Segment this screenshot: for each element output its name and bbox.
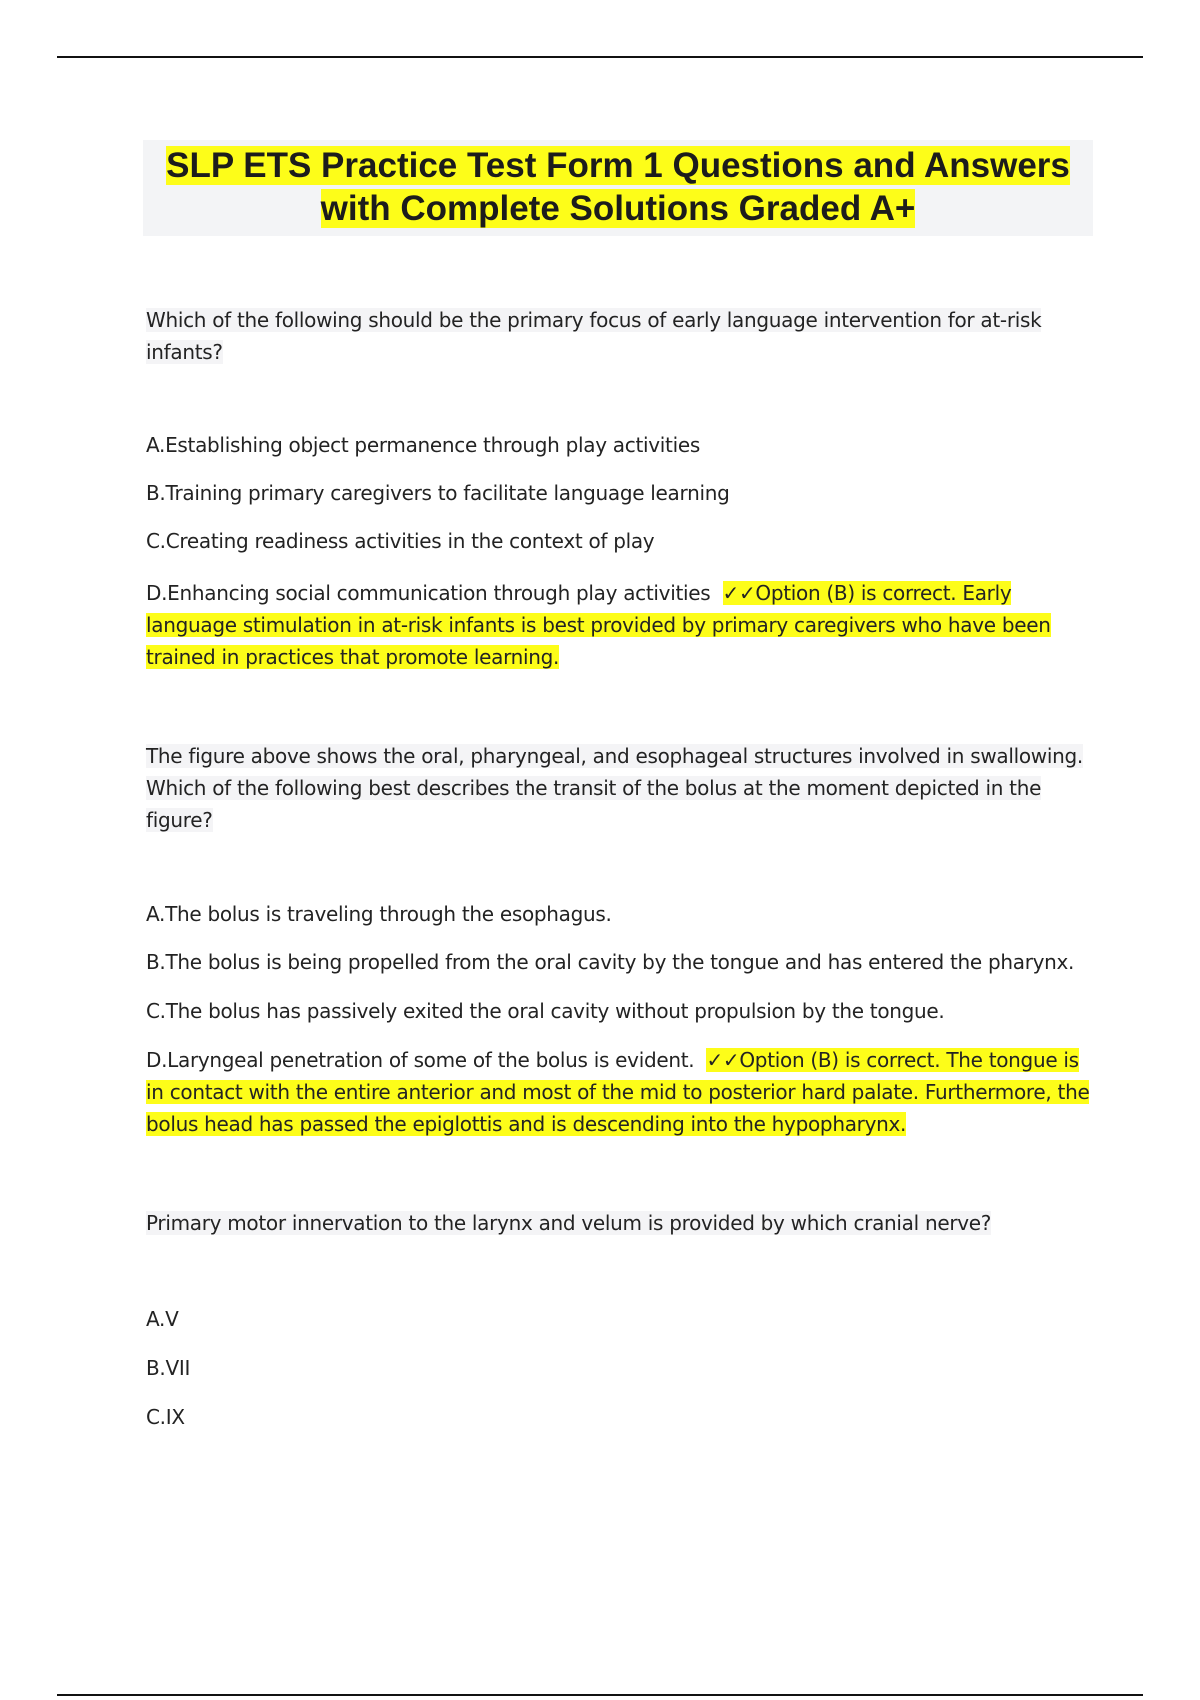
question-1-option-d-with-answer [146, 577, 1091, 673]
question-2-option-d: D.Laryngeal penetration of some of the bolus is evident. [146, 1048, 695, 1072]
question-3-option-c: C.IX [146, 1405, 185, 1429]
question-2-prompt: The figure above shows the oral, pharyngeal, and esophageal structures involved in swallowing. Which of the following best describes the transit of the bolus at the moment depicted in the figure? [146, 744, 1083, 832]
question-2-option-c: C.The bolus has passively exited the oral cavity without propulsion by the tongue. [146, 999, 945, 1023]
question-1-option-c: C.Creating readiness activities in the context of play [146, 529, 655, 553]
question-2-option-d-with-answer [146, 1044, 1091, 1140]
question-1-option-d: D.Enhancing social communication through play activities [146, 581, 711, 605]
question-3-prompt: Primary motor innervation to the larynx and velum is provided by which cranial nerve? [146, 1211, 992, 1235]
title-line-2: with Complete Solutions Graded A+ [320, 189, 916, 228]
question-1-option-b: B.Training primary caregivers to facilitate language learning [146, 481, 730, 505]
question-3-option-a: A.V [146, 1307, 179, 1331]
question-1-prompt: Which of the following should be the primary focus of early language intervention for at-risk infants? [146, 308, 1042, 364]
bottom-rule [57, 1694, 1143, 1696]
question-2-option-a: A.The bolus is traveling through the esophagus. [146, 902, 612, 926]
question-2-answer: ✓✓Option (B) is correct. The tongue is in contact with the entire anterior and most of the mid to posterior hard palate. Furthermore, the bolus head has passed the epiglottis and is descending into the hypopharynx. [146, 1048, 1090, 1136]
question-1-option-a: A.Establishing object permanence through play activities [146, 433, 700, 457]
top-rule [57, 56, 1143, 58]
title-line-1: SLP ETS Practice Test Form 1 Questions and Answers [166, 146, 1070, 185]
question-2-option-b: B.The bolus is being propelled from the oral cavity by the tongue and has entered the pharynx. [146, 950, 1075, 974]
question-1-answer: ✓✓Option (B) is correct. Early language stimulation in at-risk infants is best provided by primary caregivers who have been trained in practices that promote learning. [146, 581, 1051, 669]
document-title [143, 140, 1093, 236]
question-3-option-b: B.VII [146, 1356, 191, 1380]
